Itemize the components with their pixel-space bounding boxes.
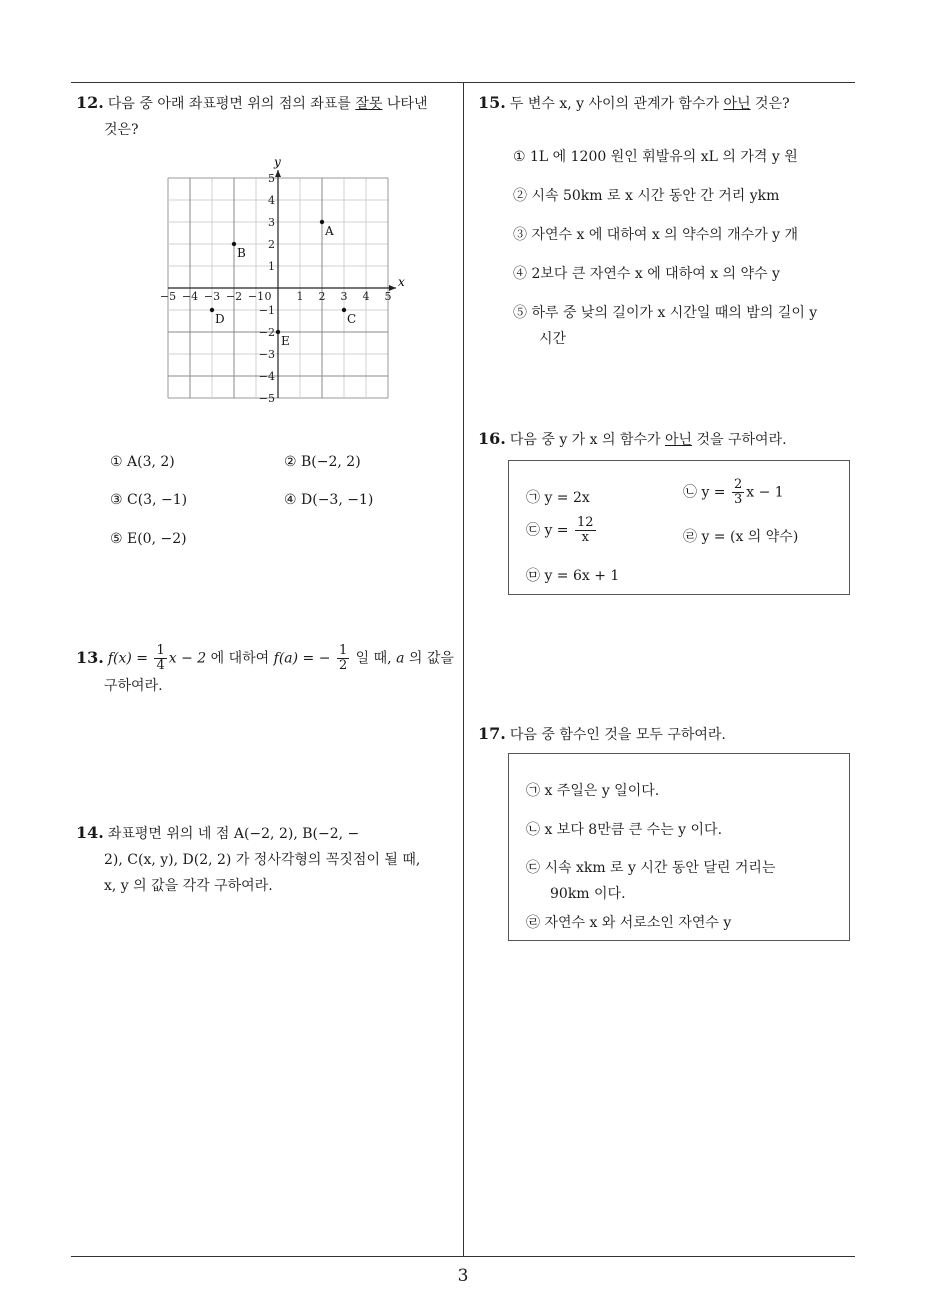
point-label-D: D (215, 312, 225, 326)
q17-option-3: ㉢ 시속 xkm 로 y 시간 동안 달린 거리는 (526, 860, 776, 876)
q15-option-1: ① 1L 에 1200 원인 휘발유의 xL 의 가격 y 원 (513, 149, 798, 165)
q12-option-3: ③ C(3, −1) (110, 492, 188, 508)
point-E (276, 330, 280, 334)
fraction: $\frac{1}{2}$ (338, 643, 348, 673)
question-text: 다음 중 함수인 것을 모두 구하여라. (509, 727, 726, 743)
x-tick-label: −5 (159, 290, 177, 303)
underlined-word: 아닌 (723, 96, 751, 112)
point-label-C: C (347, 312, 357, 326)
question-14 (76, 820, 461, 899)
question-number: 15. (478, 93, 506, 112)
bottom-rule (71, 1256, 855, 1257)
q16-option-3: ㉢ y = $\frac{12}{x}$ (526, 515, 594, 545)
q12-option-2: ② B(−2, 2) (284, 454, 361, 470)
q15-option-2: ② 시속 50km 로 x 시간 동안 간 거리 ykm (513, 188, 780, 204)
question-text: 것은? (104, 122, 139, 138)
q17-option-4: ㉣ 자연수 x 와 서로소인 자연수 y (526, 915, 732, 931)
q17-option-1: ㉠ x 주일은 y 일이다. (526, 783, 660, 799)
question-text: 에 대하여 (206, 650, 274, 667)
q15-option-3: ③ 자연수 x 에 대하여 x 의 약수의 개수가 y 개 (513, 227, 799, 243)
y-tick-label: −2 (258, 326, 275, 339)
y-tick-label: −4 (258, 370, 275, 383)
question-13 (76, 644, 461, 699)
points (210, 220, 356, 348)
q12-option-4: ④ D(−3, −1) (284, 492, 374, 508)
q15-option-4: ④ 2보다 큰 자연수 x 에 대하여 x 의 약수 y (513, 266, 780, 282)
column-divider (463, 82, 464, 1256)
x-tick-label: 0 (264, 290, 272, 303)
q16-option-2: ㉡ y = $\frac{2}{3}$ x − 1 (683, 477, 784, 507)
question-text: 두 변수 x, y 사이의 관계가 함수가 (509, 96, 724, 112)
question-number: 14. (76, 823, 104, 842)
axes (168, 155, 405, 398)
question-number: 16. (478, 429, 506, 448)
function-expr: x − 2 (168, 650, 207, 667)
q17-option-2: ㉡ x 보다 8만큼 큰 수는 y 이다. (526, 822, 723, 838)
x-tick-label: 1 (296, 290, 304, 303)
q16-option-1: ㉠ y = 2x (526, 490, 590, 506)
question-text: 나타낸 (382, 96, 428, 112)
question-15 (478, 90, 853, 117)
x-tick-label: −4 (181, 290, 199, 303)
q16-option-4: ㉣ y = (x 의 약수) (683, 529, 799, 545)
y-tick-label: −5 (258, 392, 275, 405)
x-tick-label: −2 (225, 290, 243, 303)
question-17 (478, 721, 853, 748)
x-tick-label: 4 (362, 290, 370, 303)
y-tick-label: 3 (268, 216, 275, 229)
q15-option-5: ⑤ 하루 중 낮의 길이가 x 시간일 때의 밤의 길이 y (513, 305, 818, 321)
question-number: 12. (76, 93, 104, 112)
y-tick-label: 4 (268, 194, 275, 207)
question-text: 구하여라. (104, 678, 163, 694)
y-tick-label: 2 (268, 238, 275, 251)
page-number: 3 (457, 1266, 469, 1286)
question-12 (76, 90, 461, 143)
q12-option-1: ① A(3, 2) (110, 454, 175, 470)
underlined-word: 잘못 (355, 96, 383, 112)
point-D (210, 308, 214, 312)
y-tick-label: −1 (258, 304, 275, 317)
question-16 (478, 426, 853, 453)
question-text: 것을 구하여라. (692, 432, 787, 448)
question-text: 좌표평면 위의 네 점 A(−2, 2), B(−2, − (107, 826, 360, 842)
coordinate-graph (155, 155, 405, 410)
x-tick-label: 5 (384, 290, 392, 303)
x-tick-label: −1 (247, 290, 265, 303)
y-tick-label: 1 (268, 260, 275, 273)
question-text: 다음 중 아래 좌표평면 위의 점의 좌표를 (107, 96, 356, 112)
point-label-B: B (237, 246, 246, 260)
question-text: 다음 중 y 가 x 의 함수가 (509, 432, 665, 448)
q15-option-5-cont: 시간 (539, 331, 567, 347)
variable: a (396, 650, 405, 667)
y-arrow (275, 170, 281, 177)
function-expr: f(x) = (107, 650, 149, 667)
x-axis-label: x (398, 275, 405, 289)
point-B (232, 242, 236, 246)
x-tick-label: 3 (340, 290, 348, 303)
question-text: 2), C(x, y), D(2, 2) 가 정사각형의 꼭짓점이 될 때, (104, 852, 421, 868)
question-text: x, y 의 값을 각각 구하여라. (104, 878, 273, 894)
underlined-word: 아닌 (665, 432, 693, 448)
y-tick-label: 5 (268, 172, 275, 185)
x-tick-label: 2 (318, 290, 326, 303)
y-tick-label: −3 (258, 348, 275, 361)
question-text: 일 때, (351, 650, 397, 667)
q12-option-5: ⑤ E(0, −2) (110, 531, 187, 547)
y-axis-label: y (274, 155, 281, 169)
question-text: 것은? (750, 96, 790, 112)
q17-option-3-cont: 90km 이다. (550, 886, 626, 902)
function-expr: f(a) = − (273, 650, 331, 667)
q16-option-5: ㉤ y = 6x + 1 (526, 568, 620, 584)
question-number: 17. (478, 724, 506, 743)
point-label-A: A (325, 224, 334, 238)
x-tick-label: −3 (203, 290, 221, 303)
point-C (342, 308, 346, 312)
point-A (320, 220, 324, 224)
question-number: 13. (76, 647, 104, 667)
point-label-E: E (281, 334, 290, 348)
fraction: $\frac{1}{4}$ (156, 643, 165, 673)
question-text: 의 값을 (404, 650, 454, 667)
